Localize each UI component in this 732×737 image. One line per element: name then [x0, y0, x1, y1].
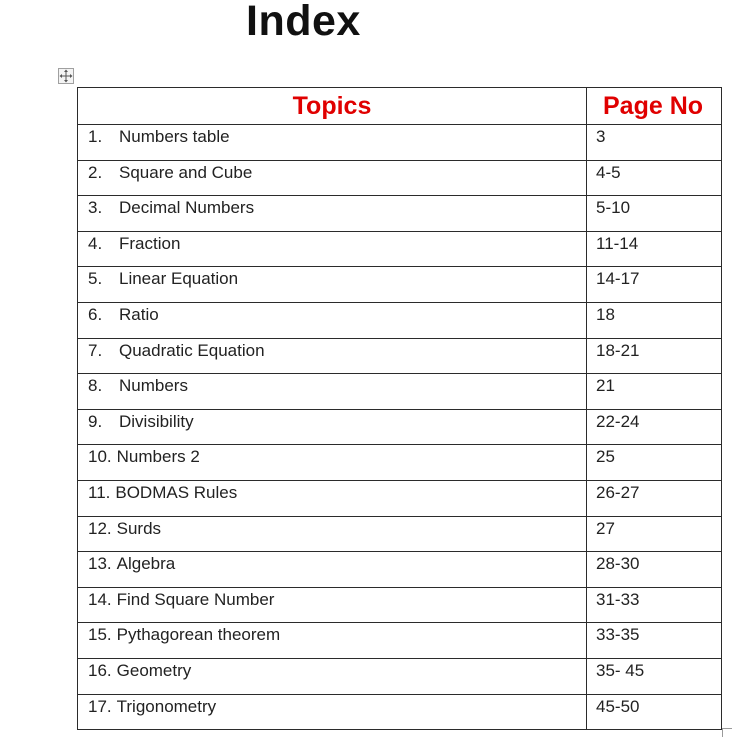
row-number: 2. [88, 162, 103, 182]
page-cell[interactable]: 33-35 [587, 623, 722, 659]
row-number: 5. [88, 269, 103, 289]
table-row [78, 587, 722, 623]
topic-text: Trigonometry [116, 696, 217, 716]
move-arrows-icon[interactable] [58, 68, 74, 84]
topic-cell[interactable] [78, 125, 587, 161]
topics-header: Topics [78, 88, 587, 125]
table-row [78, 409, 722, 445]
topic-text: Find Square Number [116, 589, 275, 609]
topic-cell[interactable] [78, 516, 587, 552]
table-row [78, 623, 722, 659]
page-cell[interactable]: 5-10 [587, 196, 722, 232]
page-cell[interactable]: 45-50 [587, 694, 722, 730]
page-cell[interactable]: 35- 45 [587, 658, 722, 694]
page-cell[interactable]: 27 [587, 516, 722, 552]
table-row [78, 694, 722, 730]
table-row [78, 658, 722, 694]
row-number: 8. [88, 376, 103, 396]
row-number: 16. [88, 660, 112, 680]
table-row [78, 267, 722, 303]
topic-cell[interactable] [78, 587, 587, 623]
table-row [78, 516, 722, 552]
row-number: 17. [88, 696, 112, 716]
page-cell[interactable]: 31-33 [587, 587, 722, 623]
topic-text: Numbers [119, 376, 188, 396]
table-header-row [78, 88, 722, 125]
topic-cell[interactable] [78, 445, 587, 481]
topic-text: Divisibility [119, 411, 194, 431]
page-cell[interactable]: 4-5 [587, 160, 722, 196]
topic-text: BODMAS Rules [115, 482, 238, 502]
row-number: 14. [88, 589, 112, 609]
page-cell[interactable]: 14-17 [587, 267, 722, 303]
table-row [78, 552, 722, 588]
row-number: 3. [88, 198, 103, 218]
index-table [77, 87, 722, 730]
topic-text: Numbers 2 [116, 447, 200, 467]
topic-cell[interactable] [78, 160, 587, 196]
row-number: 12. [88, 518, 112, 538]
row-number: 11. [88, 482, 111, 502]
row-number: 9. [88, 411, 103, 431]
topic-text: Geometry [116, 660, 192, 680]
topic-text: Quadratic Equation [119, 340, 265, 360]
page-cell[interactable]: 3 [587, 125, 722, 161]
row-number: 13. [88, 554, 112, 574]
topic-cell[interactable] [78, 231, 587, 267]
page-corner-mark [722, 728, 732, 737]
page-title: Index [246, 0, 361, 45]
table-row [78, 125, 722, 161]
table-row [78, 480, 722, 516]
row-number: 10. [88, 447, 112, 467]
table-row [78, 338, 722, 374]
row-number: 7. [88, 340, 103, 360]
topic-text: Pythagorean theorem [116, 625, 281, 645]
topic-text: Surds [116, 518, 162, 538]
topic-cell[interactable] [78, 409, 587, 445]
topic-cell[interactable] [78, 302, 587, 338]
page-no-header: Page No [587, 88, 722, 125]
page-cell[interactable]: 18-21 [587, 338, 722, 374]
page-cell[interactable]: 28-30 [587, 552, 722, 588]
topic-cell[interactable] [78, 267, 587, 303]
table-row [78, 302, 722, 338]
table-row [78, 374, 722, 410]
row-number: 4. [88, 233, 103, 253]
page-cell[interactable]: 26-27 [587, 480, 722, 516]
topic-text: Algebra [116, 554, 176, 574]
page-cell[interactable]: 21 [587, 374, 722, 410]
topic-text: Ratio [119, 304, 159, 324]
topic-cell[interactable] [78, 480, 587, 516]
topic-text: Linear Equation [119, 269, 239, 289]
table-row [78, 196, 722, 232]
topic-cell[interactable] [78, 374, 587, 410]
topic-text: Numbers table [119, 127, 230, 146]
table-row [78, 160, 722, 196]
topic-cell[interactable] [78, 552, 587, 588]
row-number: 1. [88, 127, 103, 146]
topic-cell[interactable] [78, 196, 587, 232]
topic-text: Fraction [119, 233, 181, 253]
topic-text: Decimal Numbers [119, 198, 255, 218]
row-number: 15. [88, 625, 112, 645]
table-row [78, 445, 722, 481]
topic-text: Square and Cube [119, 162, 253, 182]
topic-cell[interactable] [78, 694, 587, 730]
row-number: 6. [88, 304, 103, 324]
topic-cell[interactable] [78, 658, 587, 694]
page-cell[interactable]: 25 [587, 445, 722, 481]
page-cell[interactable]: 18 [587, 302, 722, 338]
topic-cell[interactable] [78, 623, 587, 659]
page-cell[interactable]: 22-24 [587, 409, 722, 445]
page-cell[interactable]: 11-14 [587, 231, 722, 267]
table-row [78, 231, 722, 267]
topic-cell[interactable] [78, 338, 587, 374]
